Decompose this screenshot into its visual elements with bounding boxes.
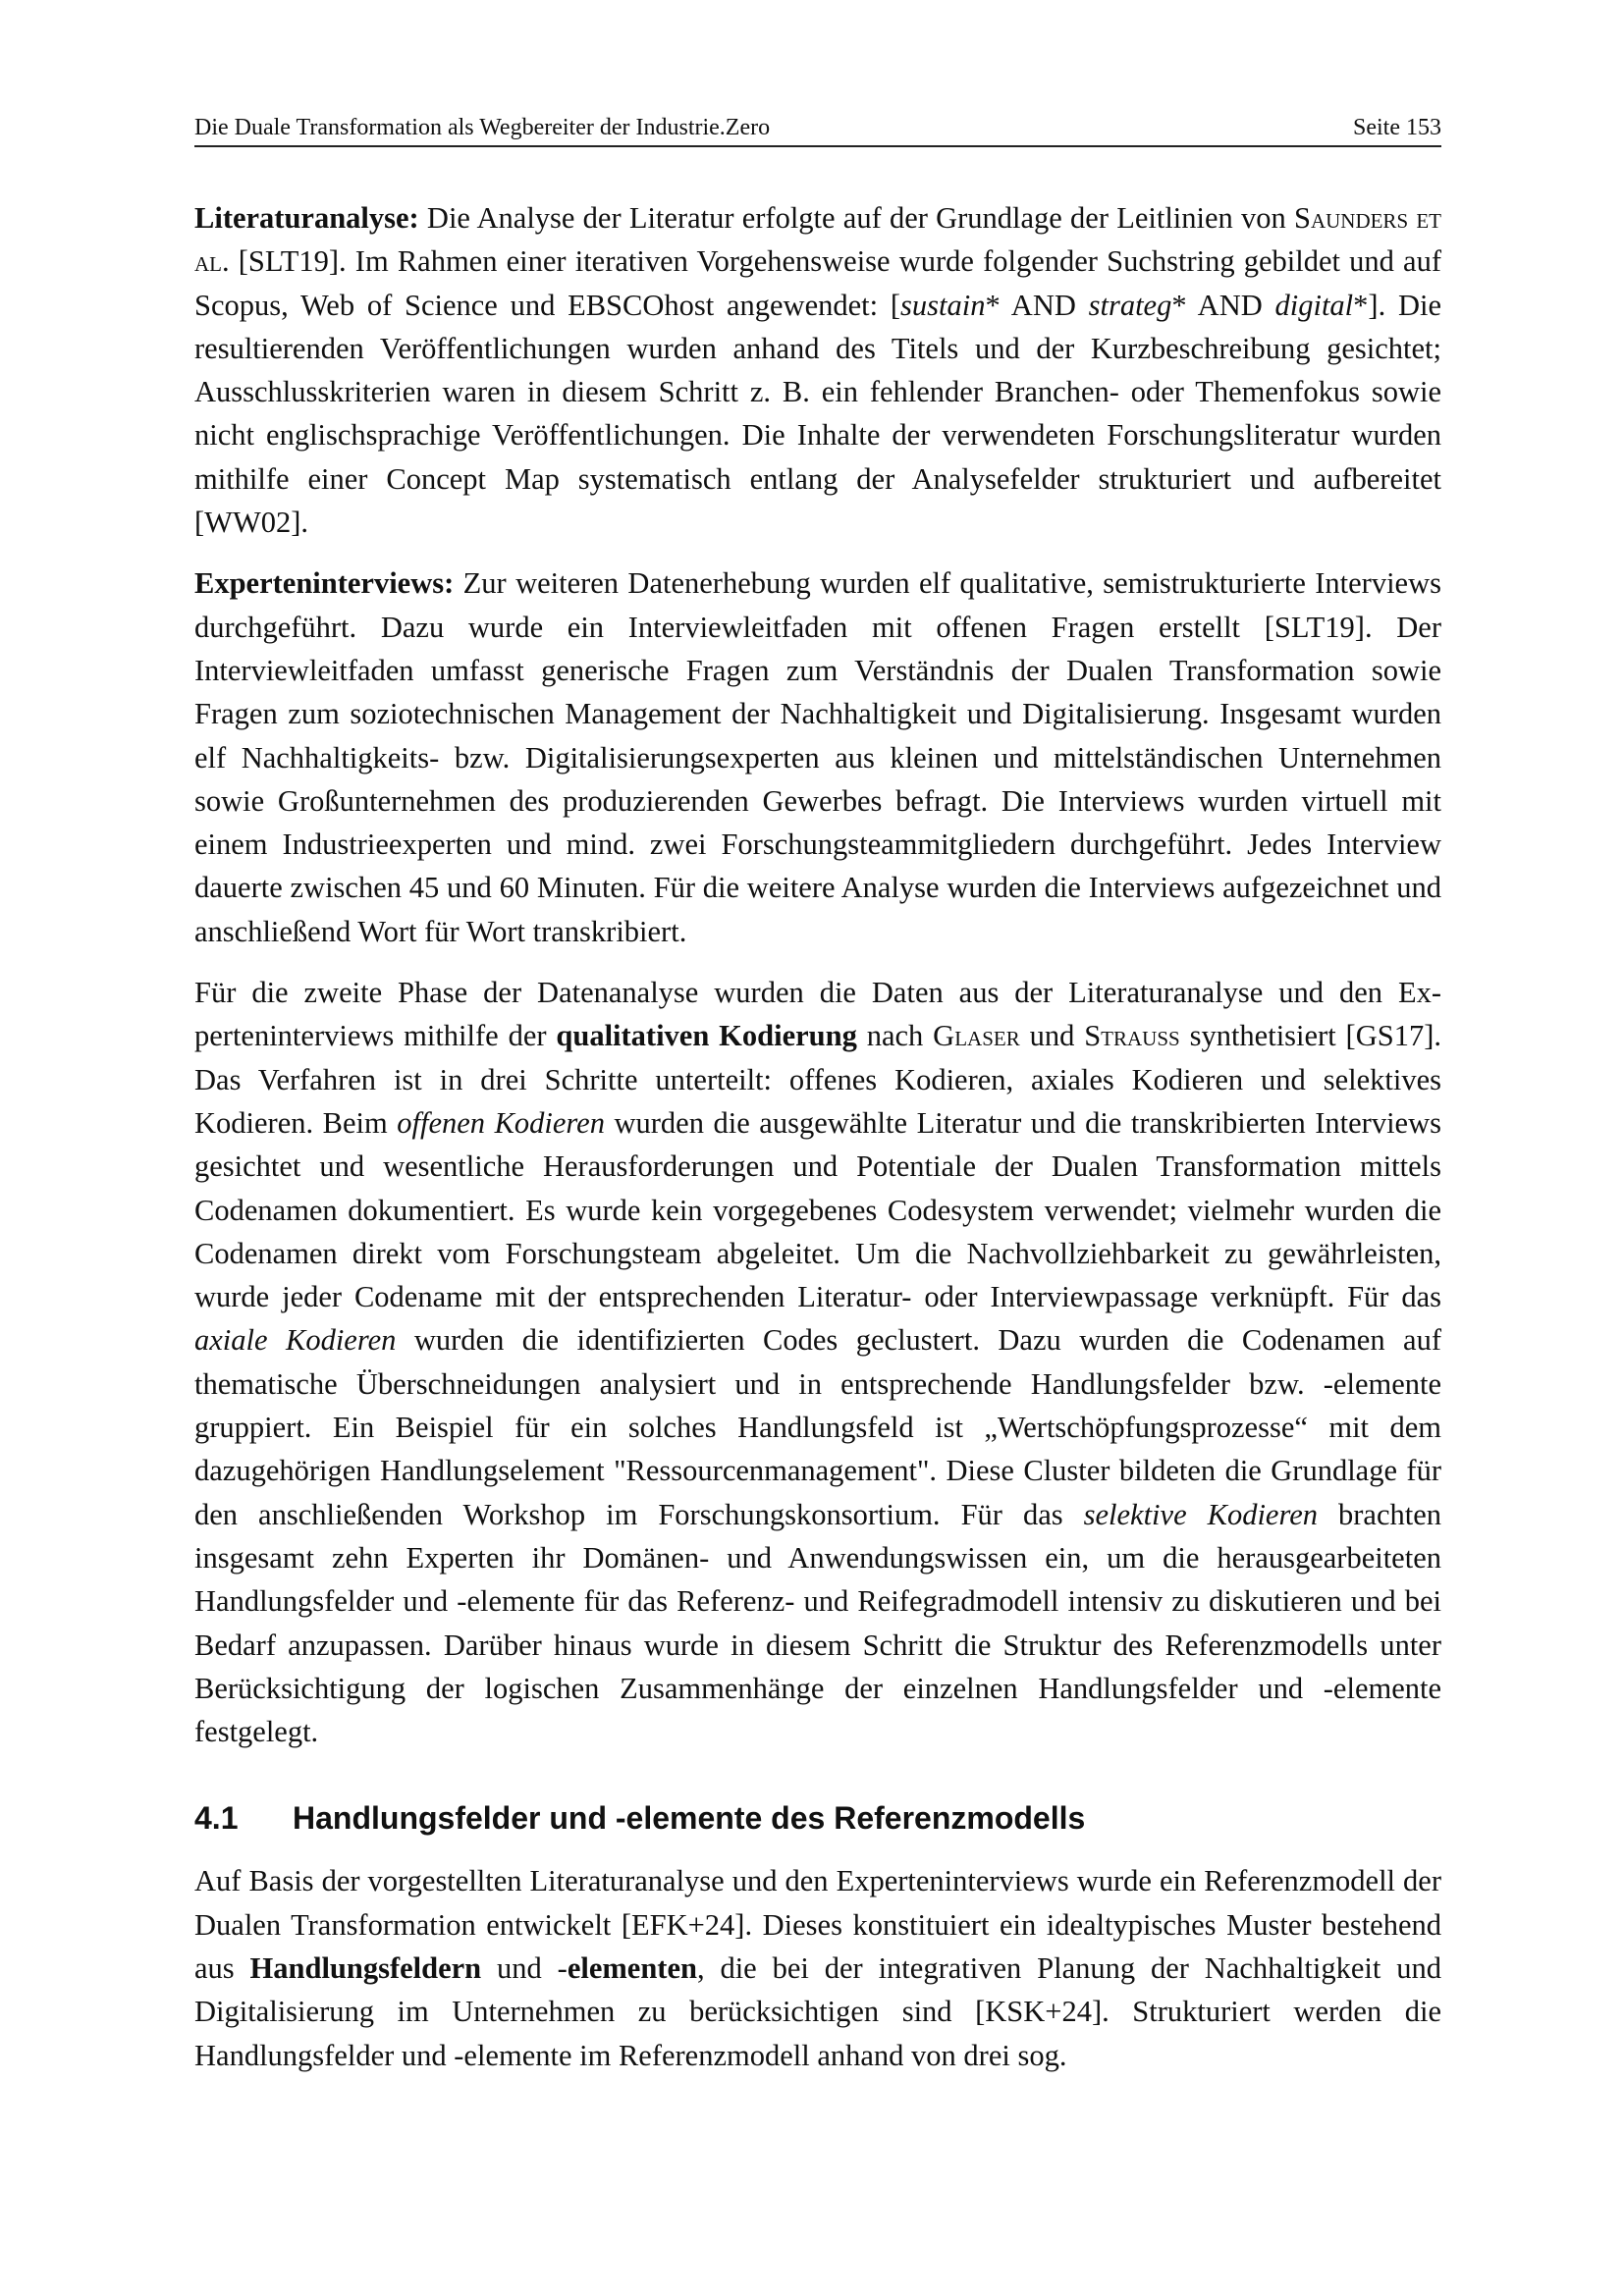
- section-title: Handlungsfelder und -elemente des Referenzmodells: [293, 1800, 1086, 1837]
- search-term: strateg: [1088, 288, 1172, 322]
- paragraph-text: brachten insgesamt zehn Experten ihr Domänen- und Anwendungswissen ein, um die herausgearbeiteten Handlungsfelder und -elemente für das Referenz- und Reifegradmodell intensiv zu diskutieren und bei Bedarf anzupassen. Darüber hinaus wurde in diesem Schritt die Struktur des Referenzmodells unter Berücksichtigung der logischen Zusammenhänge der einzelnen Handlungsfelder und -elemente festgelegt.: [194, 1497, 1442, 1749]
- paragraph-text: Die Analyse der Literatur erfolgte auf der Grundlage der Leitlinien von: [418, 201, 1294, 235]
- section-heading: [194, 1798, 1441, 1838]
- paragraph-text: und: [1019, 1019, 1085, 1053]
- italic-term: selektive Kodieren: [1083, 1497, 1318, 1531]
- body-text: [194, 196, 1441, 2095]
- paragraph-text: wurden die identifizierten Codes geclustert. Dazu wurden die Codenamen auf thematische Überschneidungen analysiert und in entsprechende Handlungsfelder bzw. -elemente gruppiert. Ein Beispiel für ein solches Handlungsfeld ist „Wertschöpfungsprozesse“ mit dem dazugehörigen Handlungselement "Ressourcenmanagement". Diese Cluster bildeten die Grundlage für den anschließenden Workshop im Forschungskonsortium. Für das: [194, 1323, 1441, 1531]
- paragraph-text: wurden die ausgewählte Literatur und die transkribierten Interviews gesichtet und wesentliche Herausforderungen und Potentiale der Dualen Transformation mittels Codenamen dokumentiert. Es wurde kein vorgegebenes Codesystem verwendet; vielmehr wurden die Codenamen direkt vom Forschungsteam abgeleitet. Um die Nachvollziehbarkeit zu gewährleisten, wurde jeder Codename mit der entsprechenden Literatur- oder Interviewpassage verknüpft. Für das: [194, 1105, 1441, 1314]
- paragraph-text: synthetisiert [GS17]. Das Verfahren ist in drei Schritte unterteilt: offenes Kodieren, axiales Kodieren und selektives Kodieren. Beim: [194, 1019, 1441, 1140]
- section-number: 4.1: [194, 1800, 239, 1837]
- paragraph-text: Auf Basis der vorgestellten Literaturanalyse und den Experteninterviews wurde ein Referenzmodell der Dualen Transformation entwickelt [EFK+24]. Dieses konstituiert ein idealtypisches Muster bestehend aus: [194, 1864, 1441, 1985]
- italic-term: offenen Kodieren: [397, 1105, 605, 1140]
- paragraph-expert-interviews: [194, 561, 1441, 953]
- paragraph-lead-term: Experteninterviews:: [194, 566, 455, 601]
- paragraph-literature-analysis: [194, 196, 1441, 544]
- bold-term: elementen: [567, 1950, 697, 1985]
- paragraph-text: * AND: [985, 288, 1089, 322]
- paragraph-text: Zur weiteren Datenerhebung wurden elf qualitative, semistrukturierte Interviews durchgeführt. Dazu wurde ein Interviewleitfaden mit offenen Fragen erstellt [SLT19]. Der Interviewleitfaden umfasst generische Fragen zum Verständnis der Dualen Transformation sowie Fragen zum soziotechnischen Management der Nachhaltigkeit und Digitalisierung. Insgesamt wurden elf Nachhaltigkeits- bzw. Digitalisierungsexperten aus kleinen und mittelständischen Unternehmen sowie Großunternehmen des produzierenden Gewerbes befragt. Die Interviews wurden virtuell mit einem Industrieexperten und mind. zwei Forschungsteammitgliedern durchgeführt. Jedes Interview dauerte zwischen 45 und 60 Minuten. Für die weitere Analyse wurden die Interviews aufgezeichnet und anschließend Wort für Wort transkribiert.: [194, 566, 1441, 948]
- search-term: sustain: [900, 288, 986, 322]
- paragraph-qualitative-coding: [194, 971, 1441, 1753]
- paragraph-lead-term: Literaturanalyse:: [194, 201, 419, 235]
- author-name: Strauss: [1084, 1019, 1180, 1053]
- paragraph-reference-model: [194, 1859, 1441, 2076]
- running-header: [194, 110, 1441, 147]
- paragraph-text: [SLT19]. Im Rahmen einer iterativen Vorgehensweise wurde folgender Suchstring gebildet und auf Scopus, Web of Science und EBSCOhost angewendet: [: [194, 244, 1441, 322]
- paragraph-text: nach: [856, 1019, 934, 1053]
- author-name: Glaser: [933, 1019, 1020, 1053]
- bold-term: qualitativen Kodierung: [556, 1019, 857, 1053]
- paragraph-text: *]. Die resultierenden Veröffentlichungen wurden anhand des Titels und der Kurzbeschreibung gesichtet; Ausschlusskriterien waren in diesem Schritt z. B. ein fehlender Branchen- oder Themenfokus sowie nicht englischsprachige Veröffentlichungen. Die Inhalte der verwendeten Forschungsliteratur wurden mithilfe einer Concept Map systematisch entlang der Analysefelder strukturiert und aufbereitet [WW02].: [194, 288, 1441, 540]
- author-name: Saunders et al.: [194, 201, 1441, 279]
- paragraph-text: , die bei der integrativen Planung der Nachhaltigkeit und Digitalisierung im Unternehmen zu berücksichtigen sind [KSK+24]. Strukturiert werden die Handlungsfelder und -elemente im Referenzmodell anhand von drei sog.: [194, 1950, 1441, 2072]
- paragraph-text: und -: [481, 1950, 568, 1985]
- italic-term: axiale Kodieren: [194, 1323, 397, 1358]
- search-term: digital: [1274, 288, 1354, 322]
- paragraph-text: Für die zweite Phase der Datenanalyse wurden die Daten aus der Literaturanalyse und den Experteninterviews mithilfe der: [194, 976, 1441, 1053]
- bold-term: Handlungsfeldern: [249, 1950, 482, 1985]
- page-number: Seite 153: [1353, 115, 1441, 140]
- paragraph-text: * AND: [1171, 288, 1275, 322]
- header-title: Die Duale Transformation als Wegbereiter der Industrie.Zero: [194, 115, 771, 140]
